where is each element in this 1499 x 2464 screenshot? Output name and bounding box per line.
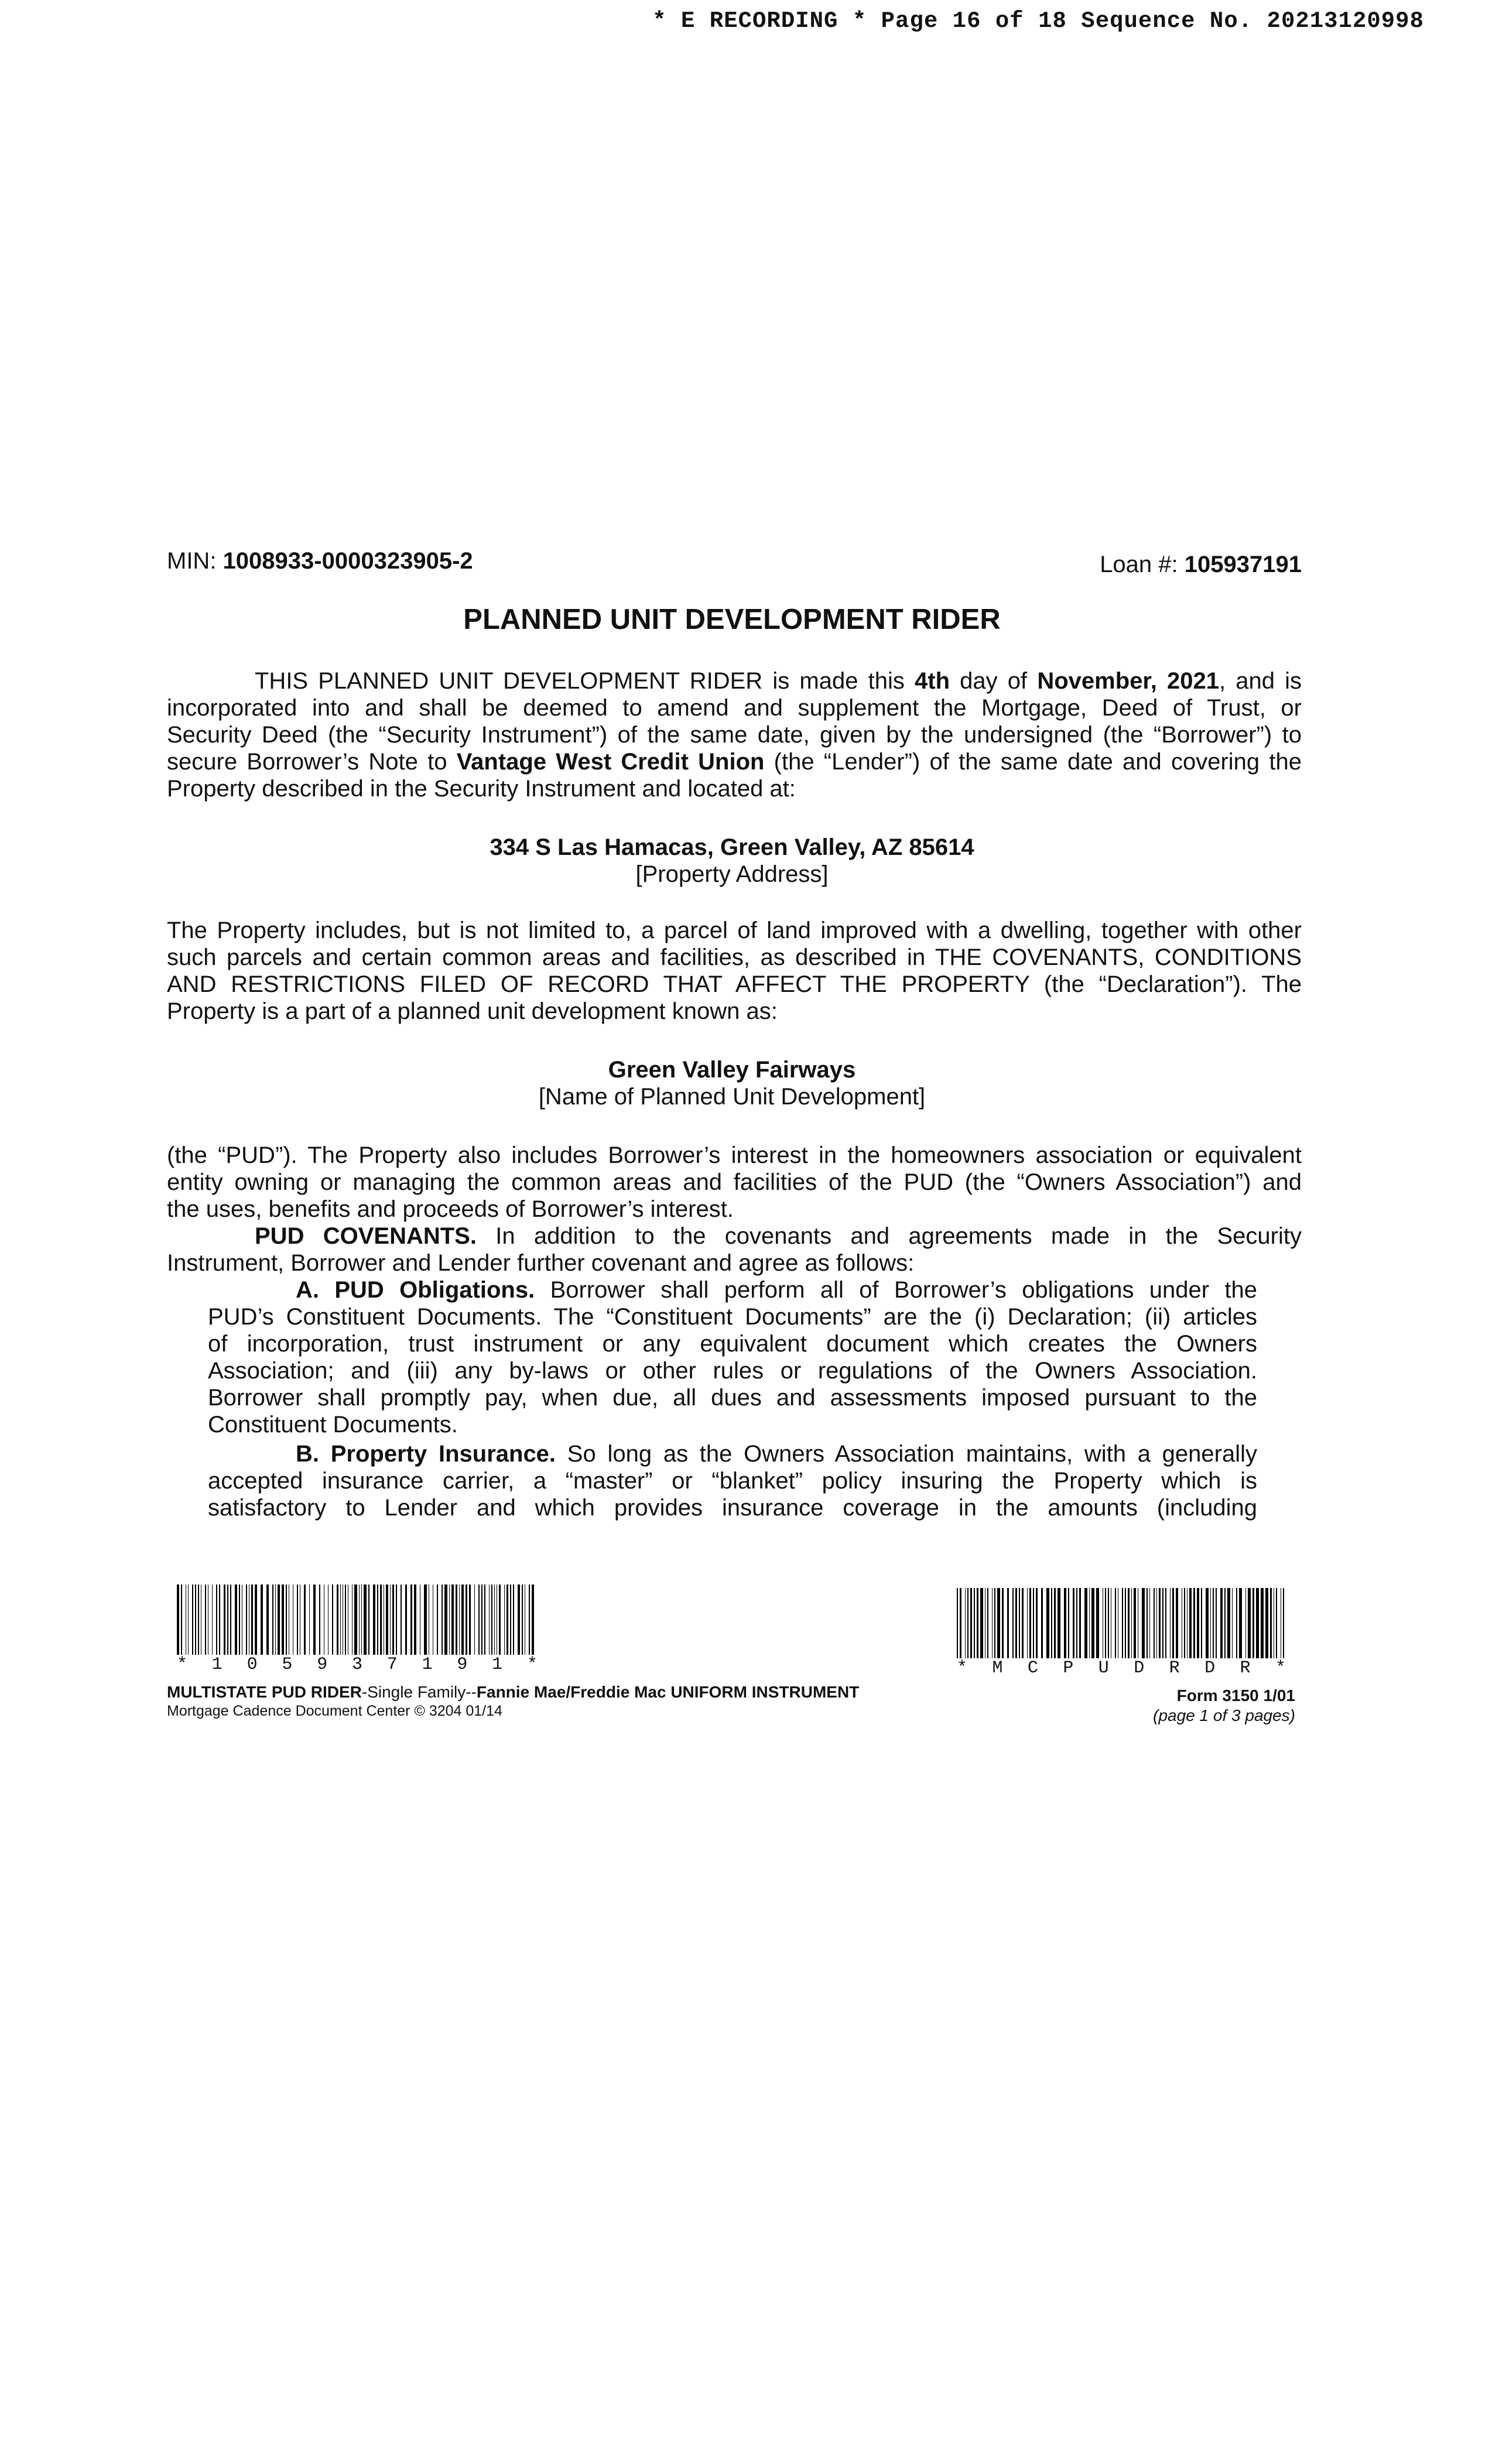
barcode-char: 0 <box>247 1655 258 1675</box>
barcode-bar <box>1134 1588 1135 1658</box>
pud-interest-line-2: entity owning or managing the common areas and facilities of the PUD (the “Owners Association”) and <box>167 1169 1302 1195</box>
barcode-bar <box>1283 1588 1284 1658</box>
barcode-bar <box>392 1585 394 1655</box>
intro-paragraph <box>167 668 1302 802</box>
barcode-bar <box>1274 1588 1275 1658</box>
barcode-bar <box>456 1585 457 1655</box>
barcode-bar <box>212 1585 213 1655</box>
declaration-paragraph <box>167 917 1302 1025</box>
barcode-bar <box>1033 1588 1034 1658</box>
barcode-bar <box>414 1585 416 1655</box>
barcode-bar <box>1227 1588 1230 1658</box>
barcode-bar <box>1176 1588 1178 1658</box>
barcode-bar <box>1036 1588 1038 1658</box>
barcode-char: D <box>1134 1658 1145 1678</box>
form-barcode-bars <box>957 1588 1286 1658</box>
doc-center-credit: Mortgage Cadence Document Center © 3204 01/14 <box>167 1703 502 1719</box>
barcode-bar <box>1149 1588 1151 1658</box>
barcode-bar <box>1265 1588 1268 1658</box>
intro-line-3: Security Deed (the “Security Instrument”) of the same date, given by the undersigned (the “Borrower”) to <box>167 722 1302 748</box>
barcode-bar <box>405 1585 407 1655</box>
barcode-bar <box>478 1585 479 1655</box>
form-barcode <box>957 1588 1286 1678</box>
section-a-line-5: Borrower shall promptly pay, when due, all dues and assessments imposed pursuant to the <box>208 1385 1257 1411</box>
barcode-bar <box>1111 1588 1112 1658</box>
barcode-bar <box>1232 1588 1233 1658</box>
barcode-char: * <box>957 1658 968 1678</box>
barcode-bar <box>390 1585 391 1655</box>
barcode-bar <box>1170 1588 1171 1658</box>
barcode-char: M <box>992 1658 1003 1678</box>
barcode-bar <box>499 1585 501 1655</box>
barcode-bar <box>449 1585 450 1655</box>
barcode-bar <box>1154 1588 1155 1658</box>
barcode-bar <box>489 1585 490 1655</box>
intro-line-5: Property described in the Security Instrument and located at: <box>167 776 796 802</box>
barcode-char: 1 <box>422 1655 433 1675</box>
barcode-bar <box>282 1585 284 1655</box>
barcode-bar <box>216 1585 217 1655</box>
barcode-bar <box>181 1585 182 1655</box>
barcode-bar <box>1046 1588 1049 1658</box>
barcode-bar <box>1172 1588 1174 1658</box>
section-b-line-1: B. Property Insurance. So long as the Owners Association maintains, with a generally <box>296 1441 1257 1467</box>
barcode-bar <box>1041 1588 1043 1658</box>
barcode-bar <box>1239 1588 1242 1658</box>
barcode-bar <box>361 1585 362 1655</box>
barcode-bar <box>1270 1588 1272 1658</box>
barcode-bar <box>275 1585 276 1655</box>
barcode-char: 7 <box>386 1655 398 1675</box>
barcode-bar <box>1131 1588 1132 1658</box>
barcode-bar <box>1115 1588 1116 1658</box>
barcode-bar <box>469 1585 471 1655</box>
barcode-bar <box>354 1585 357 1655</box>
barcode-bar <box>1162 1588 1163 1658</box>
barcode-bar <box>1206 1588 1209 1658</box>
barcode-bar <box>992 1588 993 1658</box>
covenants-line-1: PUD COVENANTS. In addition to the covenants and agreements made in the Security <box>255 1223 1302 1249</box>
section-a-line-3: of incorporation, trust instrument or any equivalent document which creates the Owners <box>208 1331 1257 1357</box>
barcode-bar <box>474 1585 475 1655</box>
barcode-char: R <box>1240 1658 1251 1678</box>
min-label: MIN: <box>167 548 217 574</box>
barcode-char: 3 <box>351 1655 362 1675</box>
barcode-bar <box>980 1588 983 1658</box>
barcode-bar <box>1128 1588 1130 1658</box>
barcode-bar <box>1019 1588 1020 1658</box>
barcode-char: 1 <box>211 1655 223 1675</box>
barcode-bar <box>1084 1588 1087 1658</box>
covenants-line-2: Instrument, Borrower and Lender further covenant and agree as follows: <box>167 1250 915 1276</box>
barcode-char: 1 <box>492 1655 503 1675</box>
section-b-line-3: satisfactory to Lender and which provides insurance coverage in the amounts (including <box>208 1495 1257 1521</box>
barcode-bar <box>224 1585 225 1655</box>
rider-day: 4th <box>915 668 950 694</box>
barcode-bar <box>494 1585 495 1655</box>
covenants-heading: PUD COVENANTS. <box>255 1223 477 1249</box>
barcode-bar <box>230 1585 232 1655</box>
barcode-bar <box>410 1585 412 1655</box>
form-title-part-1: MULTISTATE PUD RIDER <box>167 1683 362 1701</box>
loan-barcode-bars <box>177 1585 538 1655</box>
barcode-bar <box>1281 1588 1282 1658</box>
barcode-bar <box>510 1585 511 1655</box>
declaration-line-1: The Property includes, but is not limited to, a parcel of land improved with a dwelling, together with other <box>167 918 1302 943</box>
barcode-bar <box>309 1585 310 1655</box>
barcode-bar <box>461 1585 464 1655</box>
barcode-bar <box>1193 1588 1195 1658</box>
barcode-bar <box>974 1588 975 1658</box>
barcode-bar <box>177 1585 179 1655</box>
barcode-bar <box>1073 1588 1074 1658</box>
intro-line-1: THIS PLANNED UNIT DEVELOPMENT RIDER is made this 4th day of November, 2021, and is <box>255 668 1302 694</box>
barcode-bar <box>251 1585 253 1655</box>
barcode-bar <box>1064 1588 1067 1658</box>
barcode-bar <box>1002 1588 1004 1658</box>
pud-name: Green Valley Fairways <box>608 1057 856 1083</box>
barcode-bar <box>359 1585 360 1655</box>
barcode-char: 9 <box>317 1655 328 1675</box>
loan-barcode <box>177 1585 538 1675</box>
form-barcode-text <box>957 1658 1286 1678</box>
barcode-bar <box>491 1585 492 1655</box>
barcode-bar <box>977 1588 978 1658</box>
barcode-bar <box>261 1585 263 1655</box>
barcode-bar <box>219 1585 221 1655</box>
min-number <box>167 548 473 574</box>
barcode-bar <box>304 1585 306 1655</box>
section-a <box>208 1277 1257 1438</box>
covenants-paragraph <box>167 1223 1302 1277</box>
barcode-bar <box>967 1588 968 1658</box>
loan-number <box>1100 552 1302 578</box>
barcode-char: 9 <box>457 1655 468 1675</box>
barcode-bar <box>1236 1588 1237 1658</box>
declaration-line-3: AND RESTRICTIONS FILED OF RECORD THAT AFFECT THE PROPERTY (the “Declaration”). The <box>167 971 1302 997</box>
section-b <box>208 1440 1257 1521</box>
barcode-bar <box>1051 1588 1052 1658</box>
barcode-bar <box>1096 1588 1099 1658</box>
barcode-bar <box>1108 1588 1109 1658</box>
barcode-bar <box>1012 1588 1014 1658</box>
property-address: 334 S Las Hamacas, Green Valley, AZ 85614 <box>490 834 974 860</box>
declaration-line-2: such parcels and certain common areas and facilities, as described in THE COVENANTS, CONDITIONS <box>167 944 1302 970</box>
barcode-bar <box>1068 1588 1069 1658</box>
barcode-bar <box>513 1585 515 1655</box>
barcode-bar <box>424 1585 426 1655</box>
barcode-char: P <box>1063 1658 1074 1678</box>
form-title-part-2: -Single Family-- <box>361 1683 477 1701</box>
barcode-bar <box>1210 1588 1211 1658</box>
pud-name-block <box>0 1056 1464 1110</box>
barcode-bar <box>192 1585 193 1655</box>
barcode-bar <box>205 1585 206 1655</box>
barcode-bar <box>377 1585 378 1655</box>
barcode-bar <box>506 1585 508 1655</box>
declaration-line-4: Property is a part of a planned unit development known as: <box>167 998 778 1024</box>
barcode-bar <box>1159 1588 1161 1658</box>
barcode-bar <box>1057 1588 1060 1658</box>
barcode-bar <box>266 1585 269 1655</box>
pud-interest-line-1: (the “PUD”). The Property also includes Borrower’s interest in the homeowners association or equivalent <box>167 1142 1302 1168</box>
barcode-bar <box>1091 1588 1094 1658</box>
pud-interest-paragraph <box>167 1142 1302 1223</box>
barcode-bar <box>1256 1588 1259 1658</box>
rider-date: November, 2021 <box>1037 668 1219 694</box>
barcode-bar <box>255 1585 257 1655</box>
form-title <box>167 1683 859 1702</box>
barcode-bar <box>970 1588 972 1658</box>
barcode-bar <box>997 1588 1000 1658</box>
barcode-bar <box>960 1588 961 1658</box>
barcode-bar <box>337 1585 338 1655</box>
barcode-bar <box>1182 1588 1183 1658</box>
barcode-bar <box>1105 1588 1106 1658</box>
barcode-bar <box>1142 1588 1145 1658</box>
barcode-bar <box>340 1585 341 1655</box>
barcode-bar <box>504 1585 505 1655</box>
barcode-bar <box>965 1588 966 1658</box>
barcode-bar <box>1089 1588 1090 1658</box>
barcode-bar <box>272 1585 273 1655</box>
barcode-bar <box>481 1585 483 1655</box>
barcode-bar <box>198 1585 199 1655</box>
barcode-bar <box>227 1585 228 1655</box>
barcode-bar <box>313 1585 316 1655</box>
barcode-bar <box>1076 1588 1077 1658</box>
barcode-bar <box>1184 1588 1185 1658</box>
barcode-bar <box>278 1585 280 1655</box>
document-title: PLANNED UNIT DEVELOPMENT RIDER <box>463 604 1001 635</box>
barcode-bar <box>1252 1588 1254 1658</box>
barcode-bar <box>332 1585 333 1655</box>
barcode-bar <box>319 1585 320 1655</box>
barcode-bar <box>1007 1588 1009 1658</box>
barcode-char: U <box>1098 1658 1109 1678</box>
barcode-bar <box>1216 1588 1217 1658</box>
barcode-char: R <box>1169 1658 1180 1678</box>
section-a-line-2: PUD’s Constituent Documents. The “Constituent Documents” are the (i) Declaration; (ii) articles <box>208 1304 1257 1330</box>
barcode-bar <box>195 1585 197 1655</box>
loan-label: Loan #: <box>1100 552 1178 577</box>
barcode-bar <box>1079 1588 1081 1658</box>
barcode-bar <box>518 1585 520 1655</box>
barcode-bar <box>1147 1588 1148 1658</box>
section-a-line-4: Association; and (iii) any by-laws or other rules or regulations of the Owners Association. <box>208 1358 1257 1384</box>
barcode-bar <box>1245 1588 1247 1658</box>
barcode-bar <box>1029 1588 1031 1658</box>
barcode-bar <box>246 1585 247 1655</box>
barcode-char: * <box>177 1655 188 1675</box>
barcode-bar <box>1022 1588 1024 1658</box>
form-number: Form 3150 1/01 <box>1176 1686 1295 1705</box>
barcode-char: * <box>1275 1658 1286 1678</box>
page-of-pages: (page 1 of 3 pages) <box>1153 1706 1295 1724</box>
barcode-bar <box>451 1585 454 1655</box>
barcode-bar <box>1015 1588 1017 1658</box>
barcode-bar <box>235 1585 237 1655</box>
loan-barcode-text <box>177 1655 538 1675</box>
barcode-bar <box>1276 1588 1277 1658</box>
intro-line-4: secure Borrower’s Note to Vantage West Credit Union (the “Lender”) of the same date and covering the <box>167 749 1302 775</box>
barcode-bar <box>1220 1588 1223 1658</box>
barcode-bar <box>442 1585 443 1655</box>
recording-header: * E RECORDING * Page 16 of 18 Sequence No. 20213120998 <box>652 8 1424 34</box>
pud-interest-line-3: the uses, benefits and proceeds of Borrower’s interest. <box>167 1196 734 1222</box>
barcode-bar <box>444 1585 447 1655</box>
barcode-char: * <box>526 1655 538 1675</box>
barcode-bar <box>987 1588 988 1658</box>
min-value: 1008933-0000323905-2 <box>223 548 473 574</box>
barcode-bar <box>401 1585 402 1655</box>
barcode-bar <box>1156 1588 1158 1658</box>
intro-line-2: incorporated into and shall be deemed to amend and supplement the Mortgage, Deed of Trust, or <box>167 695 1302 721</box>
barcode-bar <box>368 1585 370 1655</box>
section-a-line-6: Constituent Documents. <box>208 1412 458 1438</box>
loan-value: 105937191 <box>1184 552 1302 577</box>
barcode-bar <box>1027 1588 1028 1658</box>
barcode-bar <box>1213 1588 1214 1658</box>
section-b-heading: B. Property Insurance. <box>296 1441 556 1467</box>
barcode-bar <box>364 1585 366 1655</box>
barcode-bar <box>1261 1588 1264 1658</box>
barcode-bar <box>1224 1588 1226 1658</box>
barcode-bar <box>985 1588 986 1658</box>
barcode-bar <box>1187 1588 1188 1658</box>
barcode-bar <box>1118 1588 1119 1658</box>
barcode-bar <box>1201 1588 1202 1658</box>
section-b-line-2: accepted insurance carrier, a “master” or “blanket” policy insuring the Property which is <box>208 1468 1257 1494</box>
barcode-bar <box>188 1585 189 1655</box>
barcode-bar <box>373 1585 375 1655</box>
barcode-bar <box>1103 1588 1104 1658</box>
barcode-char: C <box>1027 1658 1038 1678</box>
property-address-block <box>0 834 1464 888</box>
form-title-part-3: Fannie Mae/Freddie Mac UNIFORM INSTRUMENT <box>476 1683 860 1701</box>
barcode-bar <box>380 1585 382 1655</box>
barcode-bar <box>1125 1588 1126 1658</box>
property-address-caption: [Property Address] <box>635 861 829 887</box>
barcode-char: D <box>1204 1658 1216 1678</box>
barcode-char: 5 <box>282 1655 293 1675</box>
pud-name-caption: [Name of Planned Unit Development] <box>538 1084 926 1110</box>
barcode-bar <box>459 1585 460 1655</box>
barcode-bar <box>386 1585 388 1655</box>
barcode-bar <box>484 1585 485 1655</box>
barcode-bar <box>1248 1588 1251 1658</box>
barcode-bar <box>1054 1588 1056 1658</box>
barcode-bar <box>1138 1588 1139 1658</box>
barcode-bar <box>1197 1588 1200 1658</box>
barcode-bar <box>1189 1588 1191 1658</box>
barcode-bar <box>1165 1588 1166 1658</box>
barcode-bar <box>1122 1588 1123 1658</box>
barcode-bar <box>466 1585 467 1655</box>
section-a-heading: A. PUD Obligations. <box>296 1277 535 1303</box>
barcode-bar <box>532 1585 534 1655</box>
barcode-bar <box>994 1588 995 1658</box>
lender-name: Vantage West Credit Union <box>456 749 765 775</box>
section-a-line-1: A. PUD Obligations. Borrower shall perform all of Borrower’s obligations under the <box>296 1277 1258 1303</box>
barcode-bar <box>957 1588 958 1658</box>
